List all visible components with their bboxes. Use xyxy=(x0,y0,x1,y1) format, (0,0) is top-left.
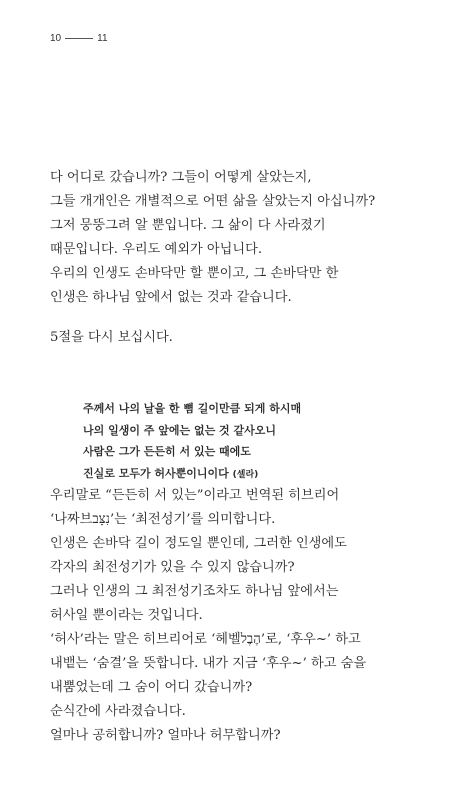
paragraph-2 xyxy=(50,326,430,350)
quote-line: 주께서 나의 날을 한 뼘 길이만큼 되게 하시매 xyxy=(83,402,302,415)
left-page-number: 10 xyxy=(50,33,62,44)
text-line: 얼마나 공허합니까? 얼마나 허무합니까? xyxy=(50,728,281,743)
page-number-divider xyxy=(65,38,93,39)
text-line: 인생은 하나님 앞에서 없는 것과 같습니다. xyxy=(50,290,292,305)
quote-line: 사람은 그가 든든히 서 있는 때에도 xyxy=(83,445,251,458)
text-line: 내뱉는 ‘숨결’을 뜻합니다. 내가 지금 ‘후우~’ 하고 숨을 xyxy=(50,656,367,671)
paragraph-1 xyxy=(50,166,430,310)
text-line: 그들 개개인은 개별적으로 어떤 삶을 살았는지 아십니까? xyxy=(50,194,376,209)
paragraph-3 xyxy=(50,484,430,748)
quote-reference: (셀라) xyxy=(232,469,259,480)
text-line: 순식간에 사라졌습니다. xyxy=(50,704,186,719)
text-line: 내뿜었는데 그 숨이 어디 갔습니까? xyxy=(50,680,253,695)
right-page-number: 11 xyxy=(97,33,108,44)
text-line: 각자의 최전성기가 있을 수 있지 않습니까? xyxy=(50,560,295,575)
text-line: 인생은 손바닥 길이 정도일 뿐인데, 그러한 인생에도 xyxy=(50,536,347,551)
text-line: 우리의 인생도 손바닥만 할 뿐이고, 그 손바닥만 한 xyxy=(50,266,339,281)
quote-text: 진실로 모두가 허사뿐이니이다 xyxy=(83,466,229,480)
text-line: 허사일 뿐이라는 것입니다. xyxy=(50,608,203,623)
text-line: ‘허사’라는 말은 히브리어로 ‘헤벨הֶבֶל’로, ‘후우~’ 하고 xyxy=(50,632,361,647)
text-line: 우리말로 “든든히 서 있는”이라고 번역된 히브리어 xyxy=(50,488,340,503)
page-numbers xyxy=(50,33,108,44)
quote-line: 나의 일생이 주 앞에는 없는 것 같사오니 xyxy=(83,423,276,437)
quote-line-last xyxy=(83,463,301,487)
text-line: 그저 뭉뚱그려 알 뿐입니다. 그 삶이 다 사라졌기 xyxy=(50,218,326,233)
text-line: 때문입니다. 우리도 예외가 아닙니다. xyxy=(50,242,263,257)
text-line: 다 어디로 갔습니까? 그들이 어떻게 살았는지, xyxy=(50,170,312,185)
text-line: ‘나짜브נִצָּב’는 ‘최전성기’를 의미합니다. xyxy=(50,512,276,527)
text-line: 그러나 인생의 그 최전성기조차도 하나님 앞에서는 xyxy=(50,584,339,599)
text-line: 5절을 다시 보십시다. xyxy=(50,330,173,345)
scripture-quote xyxy=(83,398,301,486)
